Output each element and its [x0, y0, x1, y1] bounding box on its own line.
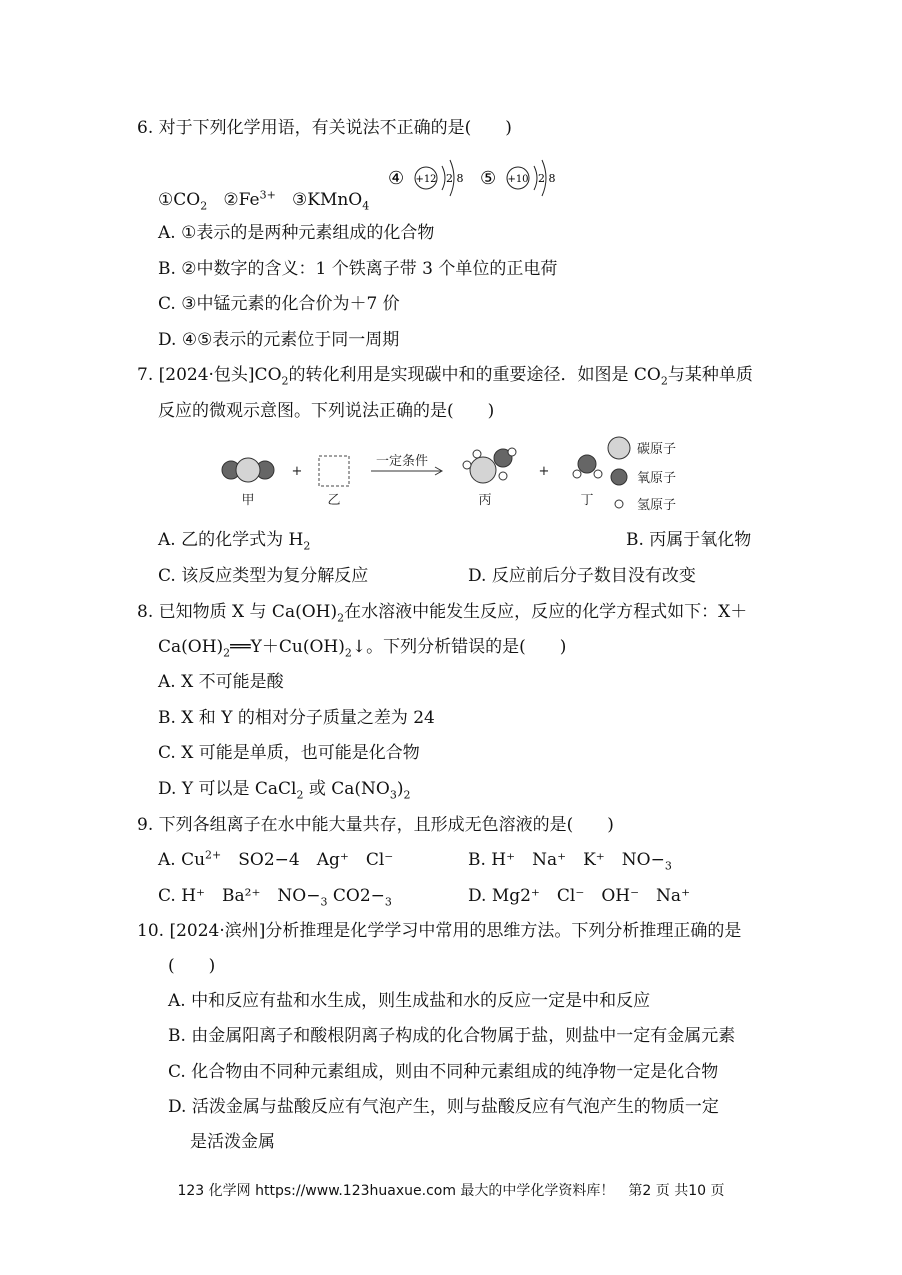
- atom-4-shells: 2 8: [446, 172, 464, 185]
- q7-option-a: A. 乙的化学式为 $H_2$: [158, 530, 311, 553]
- q9-option-b: B. H⁺ Na⁺ K⁺ $NO-_3$: [468, 850, 672, 873]
- q9-stem: 9. 下列各组离子在水中能大量共存，且形成无色溶液的是( ): [137, 815, 614, 835]
- q6-symbol-1: $①CO_2$: [158, 190, 208, 213]
- q10-option-d-line2: 是活泼金属: [190, 1132, 275, 1152]
- q7-option-c: C. 该反应类型为复分解反应: [158, 566, 369, 586]
- molecule-bing: [463, 448, 516, 508]
- q10-option-c: C. 化合物由不同种元素组成，则由不同种元素组成的纯净物一定是化合物: [168, 1062, 719, 1082]
- molecule-jia: [222, 458, 274, 508]
- q9-option-c: C. H⁺ Ba²⁺ $NO-_3$ $CO2-_3$: [158, 886, 392, 909]
- q9-row-2: [158, 885, 691, 909]
- atom-structure-4: [388, 160, 464, 196]
- q8-stem-line1: 8. 已知物质 X 与 $Ca(OH)_2$在水溶液中能发生反应，反应的化学方程式如下：X＋: [137, 602, 748, 625]
- molecule-ding: [573, 455, 602, 508]
- label-jia: 甲: [241, 493, 255, 508]
- q10-stem-line1: 10. [2024·滨州]分析推理是化学学习中常用的思维方法。下列分析推理正确的是: [137, 921, 742, 941]
- q6-option-b: B. ②中数字的含义：1 个铁离子带 3 个单位的正电荷: [158, 259, 558, 279]
- q6-symbols: [158, 189, 369, 211]
- q6-symbol-3: ③KMnO$_4$: [292, 190, 370, 213]
- q8-stem-line2: $Ca(OH)_2══Y+Cu(OH)_2↓$。下列分析错误的是( ): [158, 637, 567, 660]
- label-ding: 丁: [580, 493, 594, 508]
- label-bing: 丙: [478, 493, 492, 508]
- legend-hydrogen: 氢原子: [637, 498, 677, 513]
- q10-stem-line2: ( ): [168, 956, 216, 976]
- q8-option-c: C. X 可能是单质，也可能是化合物: [158, 743, 420, 763]
- q9-option-a: A. $Cu^{2+}$ SO2−4 Ag⁺ Cl⁻: [158, 848, 394, 870]
- atom-5-nucleus: +10: [507, 174, 529, 185]
- q8-option-a: A. X 不可能是酸: [158, 672, 284, 692]
- legend: [608, 437, 676, 513]
- q7-option-d: D. 反应前后分子数目没有改变: [468, 566, 696, 586]
- q7-option-b: B. 丙属于氧化物: [626, 530, 752, 550]
- q10-option-d-line1: D. 活泼金属与盐酸反应有气泡产生，则与盐酸反应有气泡产生的物质一定: [168, 1097, 719, 1117]
- atom-4-nucleus: +12: [415, 174, 437, 185]
- q6-option-c: C. ③中锰元素的化合价为＋7 价: [158, 294, 400, 314]
- reaction-arrow: [371, 454, 442, 475]
- q10-option-b: B. 由金属阳离子和酸根阴离子构成的化合物属于盐，则盐中一定有金属元素: [168, 1026, 736, 1046]
- q6-symbol-2: $②Fe^{3+}$: [223, 188, 276, 210]
- q8-option-b: B. X 和 Y 的相对分子质量之差为 24: [158, 708, 435, 728]
- q6-stem: 6. 对于下列化学用语，有关说法不正确的是( ): [137, 118, 512, 138]
- q9-option-d: D. Mg2⁺ Cl⁻ OH⁻ Na⁺: [468, 886, 691, 906]
- q7-row-1: [158, 529, 752, 553]
- q10-option-a: A. 中和反应有盐和水生成，则生成盐和水的反应一定是中和反应: [168, 991, 651, 1011]
- q7-stem-line2: 反应的微观示意图。下列说法正确的是( ): [158, 401, 495, 421]
- atom-structure-diagrams: [380, 150, 570, 206]
- molecule-yi: [319, 456, 349, 508]
- atom-structure-5: [480, 160, 556, 196]
- page-footer: 123 化学网 https://www.123huaxue.com 最大的中学化学资料库！ 第2 页 共10 页: [177, 1183, 725, 1199]
- q8-option-d: D. Y 可以是 CaCl$_2$ 或 $Ca(NO_3)_2$: [158, 779, 411, 802]
- reaction-diagram: [215, 432, 695, 518]
- q6-option-d: D. ④⑤表示的元素位于同一周期: [158, 330, 400, 350]
- plus-1: +: [291, 464, 303, 479]
- label-yi: 乙: [327, 493, 341, 508]
- q7-stem-line1: 7. [2024·包头]$CO_2$的转化利用是实现碳中和的重要途径．如图是 $CO_2$与某种单质: [137, 365, 753, 388]
- atom-4-number: ④: [388, 168, 405, 189]
- legend-carbon: 碳原子: [637, 442, 677, 457]
- legend-oxygen: 氧原子: [637, 471, 677, 486]
- atom-5-number: ⑤: [480, 168, 497, 189]
- q9-row-1: [158, 848, 672, 873]
- q7-row-2: [158, 565, 696, 587]
- reaction-condition: 一定条件: [375, 454, 429, 469]
- atom-5-shells: 2 8: [538, 172, 556, 185]
- q6-option-a: A. ①表示的是两种元素组成的化合物: [158, 223, 435, 243]
- plus-2: +: [538, 464, 550, 479]
